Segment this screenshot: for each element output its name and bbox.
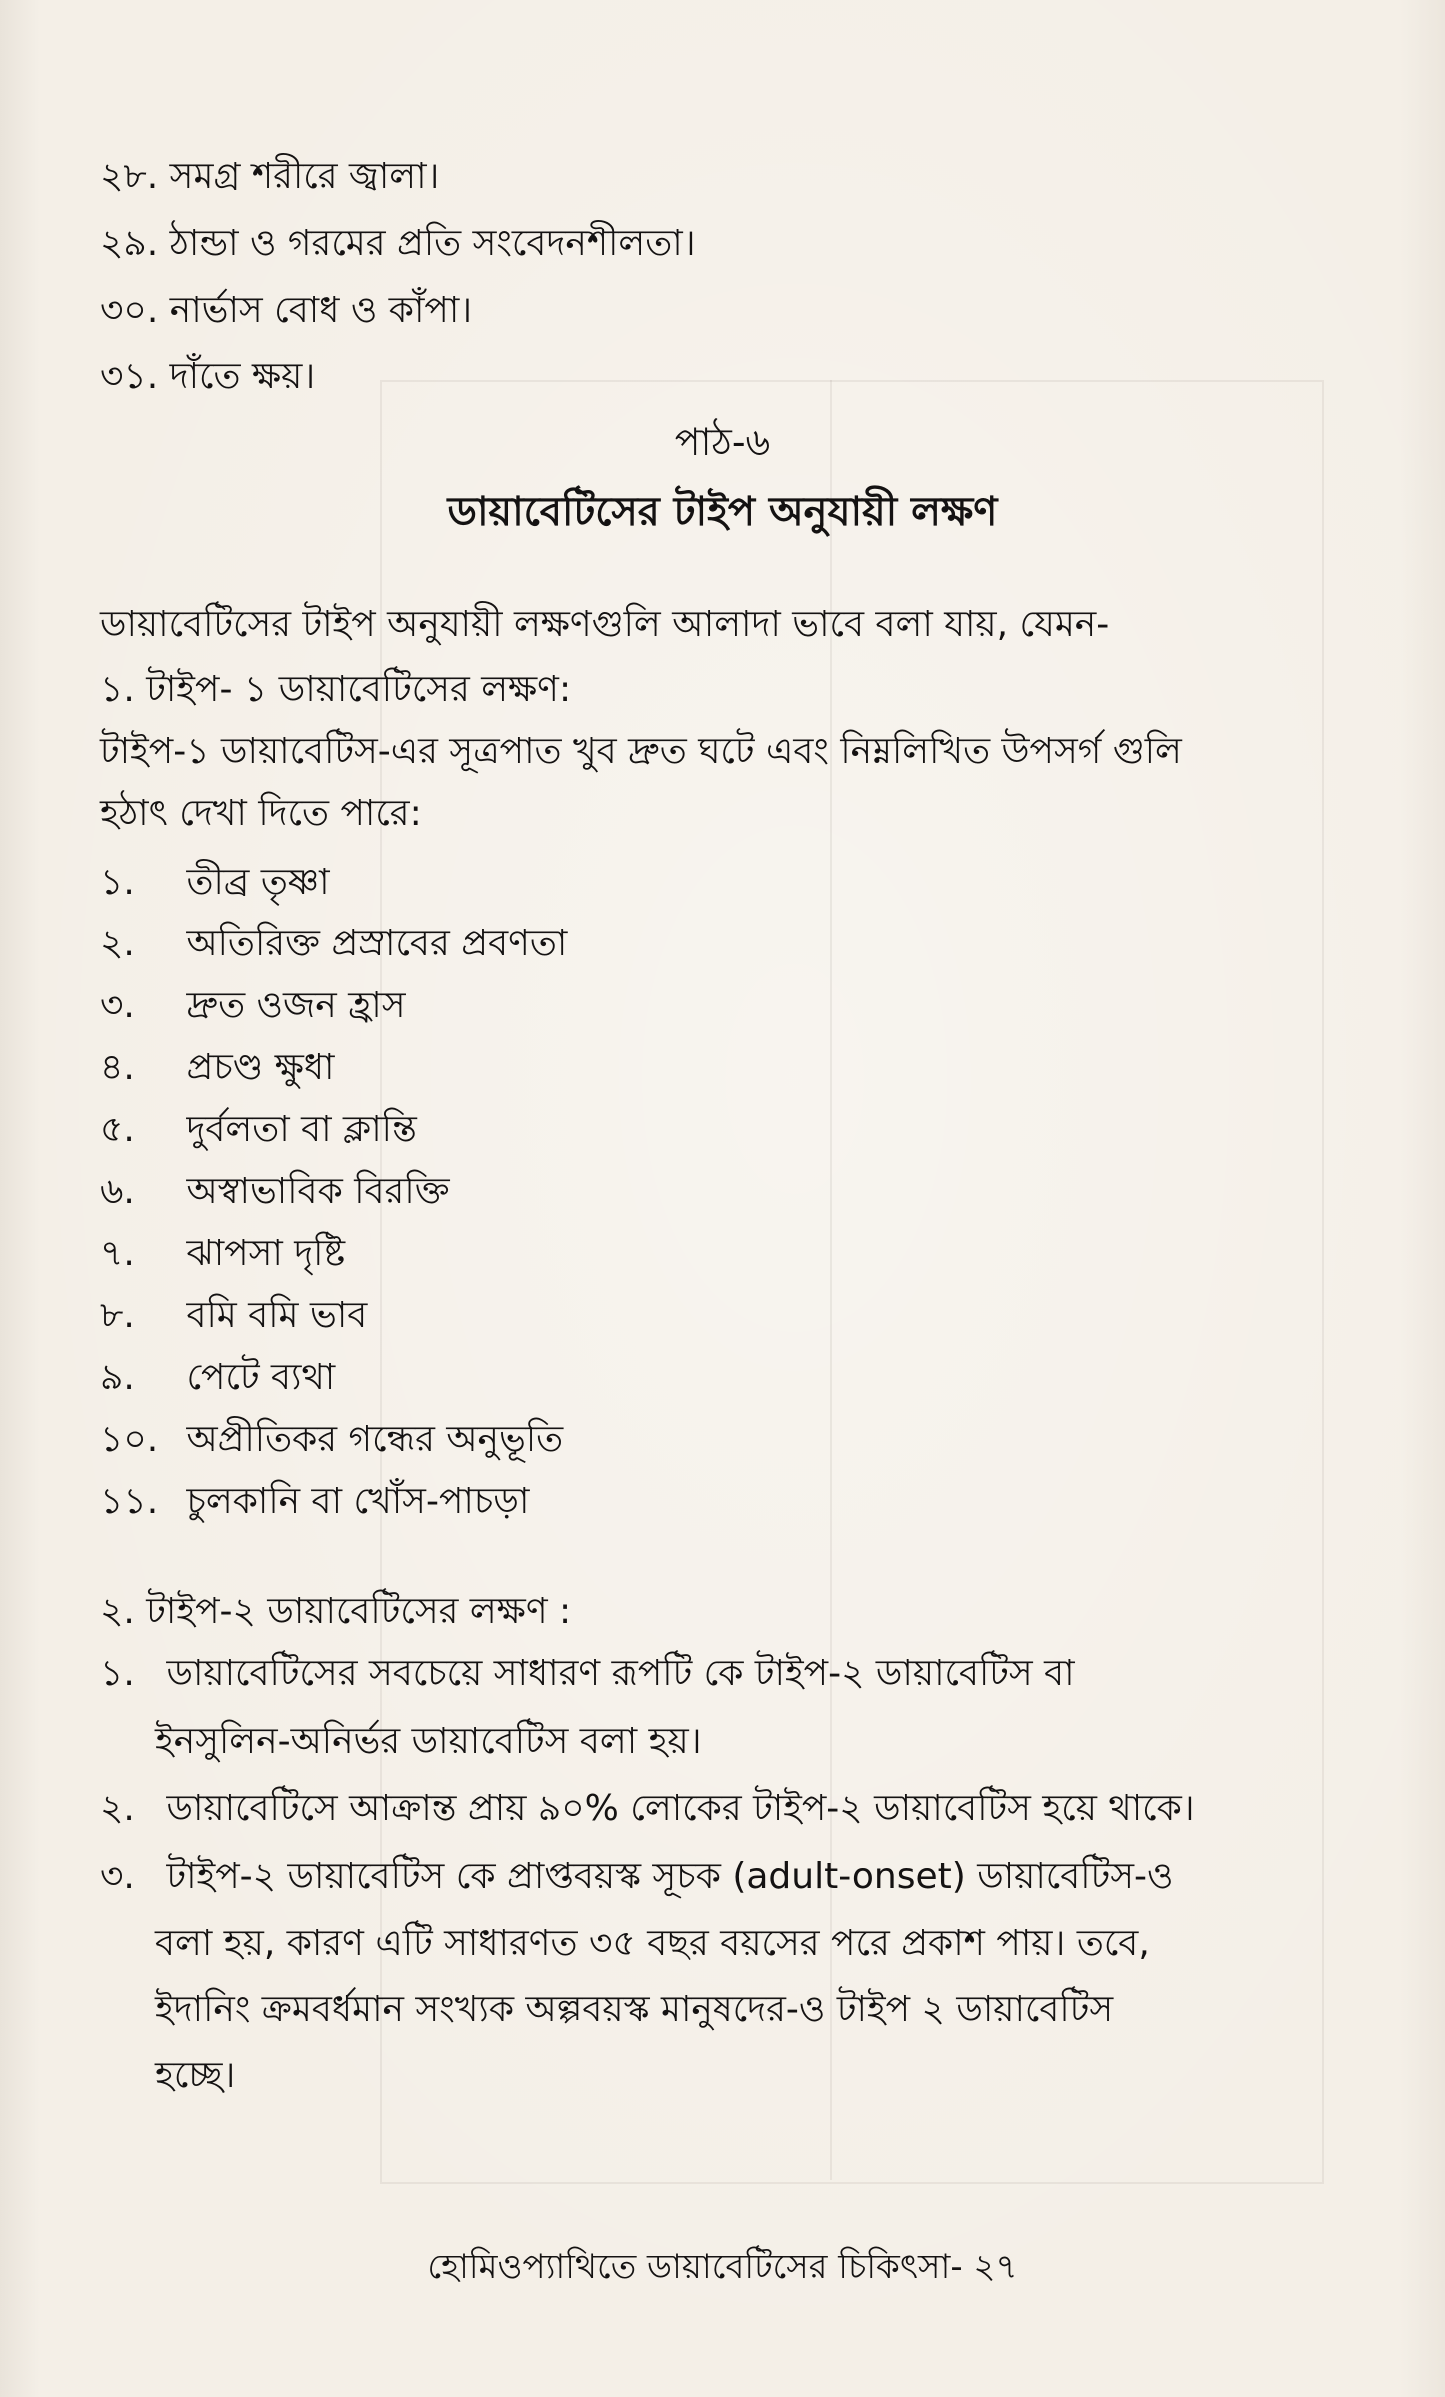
symptom-item: [100, 1418, 563, 1462]
list-item-number: ২৮.: [100, 156, 159, 197]
symptom-number: ৭.: [100, 1233, 135, 1274]
list-item-text: নার্ভাস বোধ ও কাঁপা।: [169, 290, 473, 331]
type2-point: [100, 1787, 1195, 1831]
symptom-number: ১.: [100, 862, 135, 903]
list-item-text: ঠান্ডা ও গরমের প্রতি সংবেদনশীলতা।: [169, 223, 696, 264]
list-item-text: দাঁতে ক্ষয়।: [169, 356, 316, 397]
symptom-text: ঝাপসা দৃষ্টি: [186, 1233, 346, 1274]
type1-heading: ১. টাইপ- ১ ডায়াবেটিসের লক্ষণ:: [100, 669, 572, 710]
symptom-number: ১০.: [100, 1419, 159, 1460]
list-item: [100, 289, 472, 333]
symptom-item: [100, 984, 406, 1028]
symptom-item: [100, 922, 567, 966]
symptom-number: ৫.: [100, 1109, 135, 1150]
list-item: [100, 222, 696, 266]
symptom-text: পেটে ব্যথা: [186, 1357, 336, 1398]
bleed-through-divider: [830, 380, 832, 2180]
type2-point-text: টাইপ-২ ডায়াবেটিস কে প্রাপ্তবয়স্ক সূচক (adult-onset) ডায়াবেটিস-ও: [166, 1856, 1174, 1897]
type1-description: হঠাৎ দেখা দিতে পারে:: [100, 793, 422, 834]
list-item-number: ২৯.: [100, 223, 159, 264]
symptom-text: বমি বমি ভাব: [186, 1295, 368, 1336]
symptom-number: ৩.: [100, 985, 135, 1026]
symptom-number: ১১.: [100, 1481, 159, 1522]
type2-point-continuation: ইদানিং ক্রমবর্ধমান সংখ্যক অল্পবয়স্ক মানুষদের-ও টাইপ ২ ডায়াবেটিস: [155, 1989, 1114, 2030]
list-item-number: ৩০.: [100, 290, 159, 331]
symptom-item: [100, 1294, 367, 1338]
symptom-text: প্রচণ্ড ক্ষুধা: [186, 1047, 335, 1088]
symptom-number: ৯.: [100, 1357, 135, 1398]
type2-point: [100, 1652, 1075, 1696]
symptom-text: দ্রুত ওজন হ্রাস: [186, 985, 406, 1026]
symptom-number: ৪.: [100, 1047, 135, 1088]
symptom-text: অপ্রীতিকর গন্ধের অনুভূতি: [186, 1419, 564, 1460]
lesson-number: পাঠ-৬: [674, 420, 771, 464]
symptom-item: [100, 1232, 345, 1276]
symptom-item: [100, 1046, 335, 1090]
type2-point: [100, 1855, 1174, 1899]
symptom-number: ৮.: [100, 1295, 135, 1336]
symptom-text: অস্বাভাবিক বিরক্তি: [186, 1171, 450, 1212]
symptom-item: [100, 1356, 335, 1400]
type2-point-number: ৩.: [100, 1856, 135, 1897]
type2-point-number: ২.: [100, 1788, 135, 1829]
symptom-number: ৬.: [100, 1171, 135, 1212]
symptom-text: তীব্র তৃষ্ণা: [186, 862, 330, 903]
type2-point-number: ১.: [100, 1653, 135, 1694]
bleed-through-table: [380, 380, 1324, 2184]
list-item-number: ৩১.: [100, 356, 159, 397]
type2-heading: ২. টাইপ-২ ডায়াবেটিসের লক্ষণ :: [100, 1591, 572, 1632]
symptom-text: দুর্বলতা বা ক্লান্তি: [186, 1109, 417, 1150]
symptom-text: অতিরিক্ত প্রস্রাবের প্রবণতা: [186, 923, 568, 964]
list-item: [100, 355, 315, 399]
type2-point-text: ডায়াবেটিসের সবচেয়ে সাধারণ রূপটি কে টাইপ-২ ডায়াবেটিস বা: [166, 1653, 1075, 1694]
intro-paragraph: ডায়াবেটিসের টাইপ অনুযায়ী লক্ষণগুলি আলাদা ভাবে বলা যায়, যেমন-: [100, 604, 1110, 645]
list-item-text: সমগ্র শরীরে জ্বালা।: [169, 156, 440, 197]
page-footer: হোমিওপ্যাথিতে ডায়াবেটিসের চিকিৎসা- ২৭: [427, 2247, 1018, 2287]
symptom-item: [100, 1170, 450, 1214]
type2-point-text: ডায়াবেটিসে আক্রান্ত প্রায় ৯০% লোকের টাইপ-২ ডায়াবেটিস হয়ে থাকে।: [166, 1788, 1195, 1829]
type1-description: টাইপ-১ ডায়াবেটিস-এর সূত্রপাত খুব দ্রুত ঘটে এবং নিম্নলিখিত উপসর্গ গুলি: [100, 731, 1182, 772]
symptom-text: চুলকানি বা খোঁস-পাচড়া: [186, 1481, 530, 1522]
symptom-item: [100, 1108, 417, 1152]
symptom-number: ২.: [100, 923, 135, 964]
page-title: ডায়াবেটিসের টাইপ অনুযায়ী লক্ষণ: [447, 489, 998, 535]
symptom-item: [100, 1480, 529, 1524]
type2-point-continuation: ইনসুলিন-অনির্ভর ডায়াবেটিস বলা হয়।: [155, 1721, 702, 1762]
list-item: [100, 155, 439, 199]
type2-point-continuation: হচ্ছে।: [155, 2055, 236, 2096]
type2-point-continuation: বলা হয়, কারণ এটি সাধারণত ৩৫ বছর বয়সের পরে প্রকাশ পায়। তবে,: [155, 1923, 1150, 1964]
symptom-item: [100, 861, 330, 905]
